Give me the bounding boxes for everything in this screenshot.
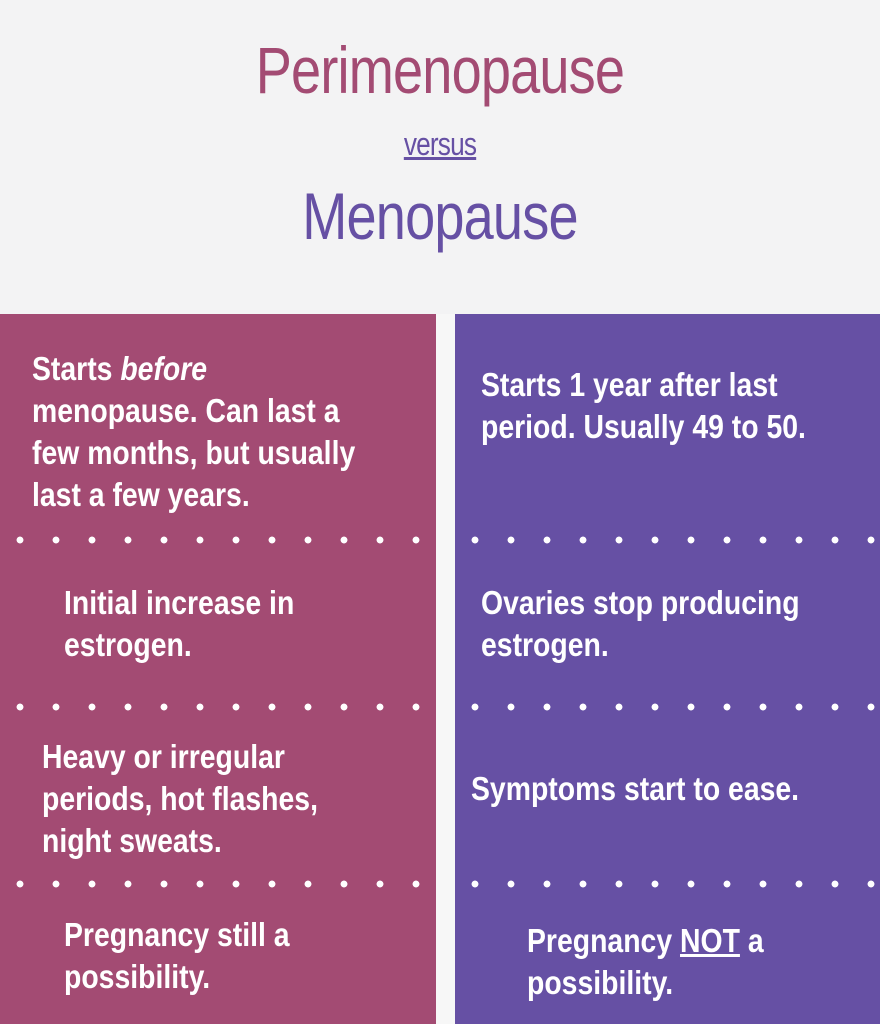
row-separator: [0, 703, 436, 711]
left-cell-symptoms: Heavy or irregular periods, hot flashes, night sweats.: [42, 738, 318, 859]
right-cell-symptoms: Symptoms start to ease.: [471, 770, 800, 807]
right-cell-pregnancy: [527, 920, 837, 1004]
row-separator: [455, 880, 880, 888]
right-cell-start: Starts 1 year after last period. Usually 49 to 50.: [481, 366, 806, 445]
row-separator: [0, 536, 436, 544]
row-separator: [0, 880, 436, 888]
title-versus: versus: [403, 126, 477, 162]
title-perimenopause: Perimenopause: [255, 33, 625, 107]
left-cell-duration: [32, 348, 359, 516]
left-row1-emphasis: before: [120, 350, 208, 387]
right-cell-estrogen: Ovaries stop producing estrogen.: [481, 584, 800, 663]
menopause-column: [455, 314, 880, 1024]
title-menopause: Menopause: [302, 179, 578, 253]
row-separator: [455, 703, 880, 711]
right-row4-text-a: Pregnancy: [527, 922, 681, 959]
header: [0, 0, 880, 312]
left-row1-text-a: Starts: [32, 350, 121, 387]
column-divider: [436, 314, 455, 1024]
left-row1-text-b: menopause. Can last a few months, but usually last a few years.: [32, 392, 356, 513]
perimenopause-column: [0, 314, 436, 1024]
right-row4-not: NOT: [680, 922, 740, 959]
row-separator: [455, 536, 880, 544]
right-row4-text-b: a possibility.: [527, 922, 764, 1001]
left-cell-pregnancy: Pregnancy still a possibility.: [64, 916, 290, 995]
left-cell-estrogen: Initial increase in estrogen.: [64, 584, 295, 663]
